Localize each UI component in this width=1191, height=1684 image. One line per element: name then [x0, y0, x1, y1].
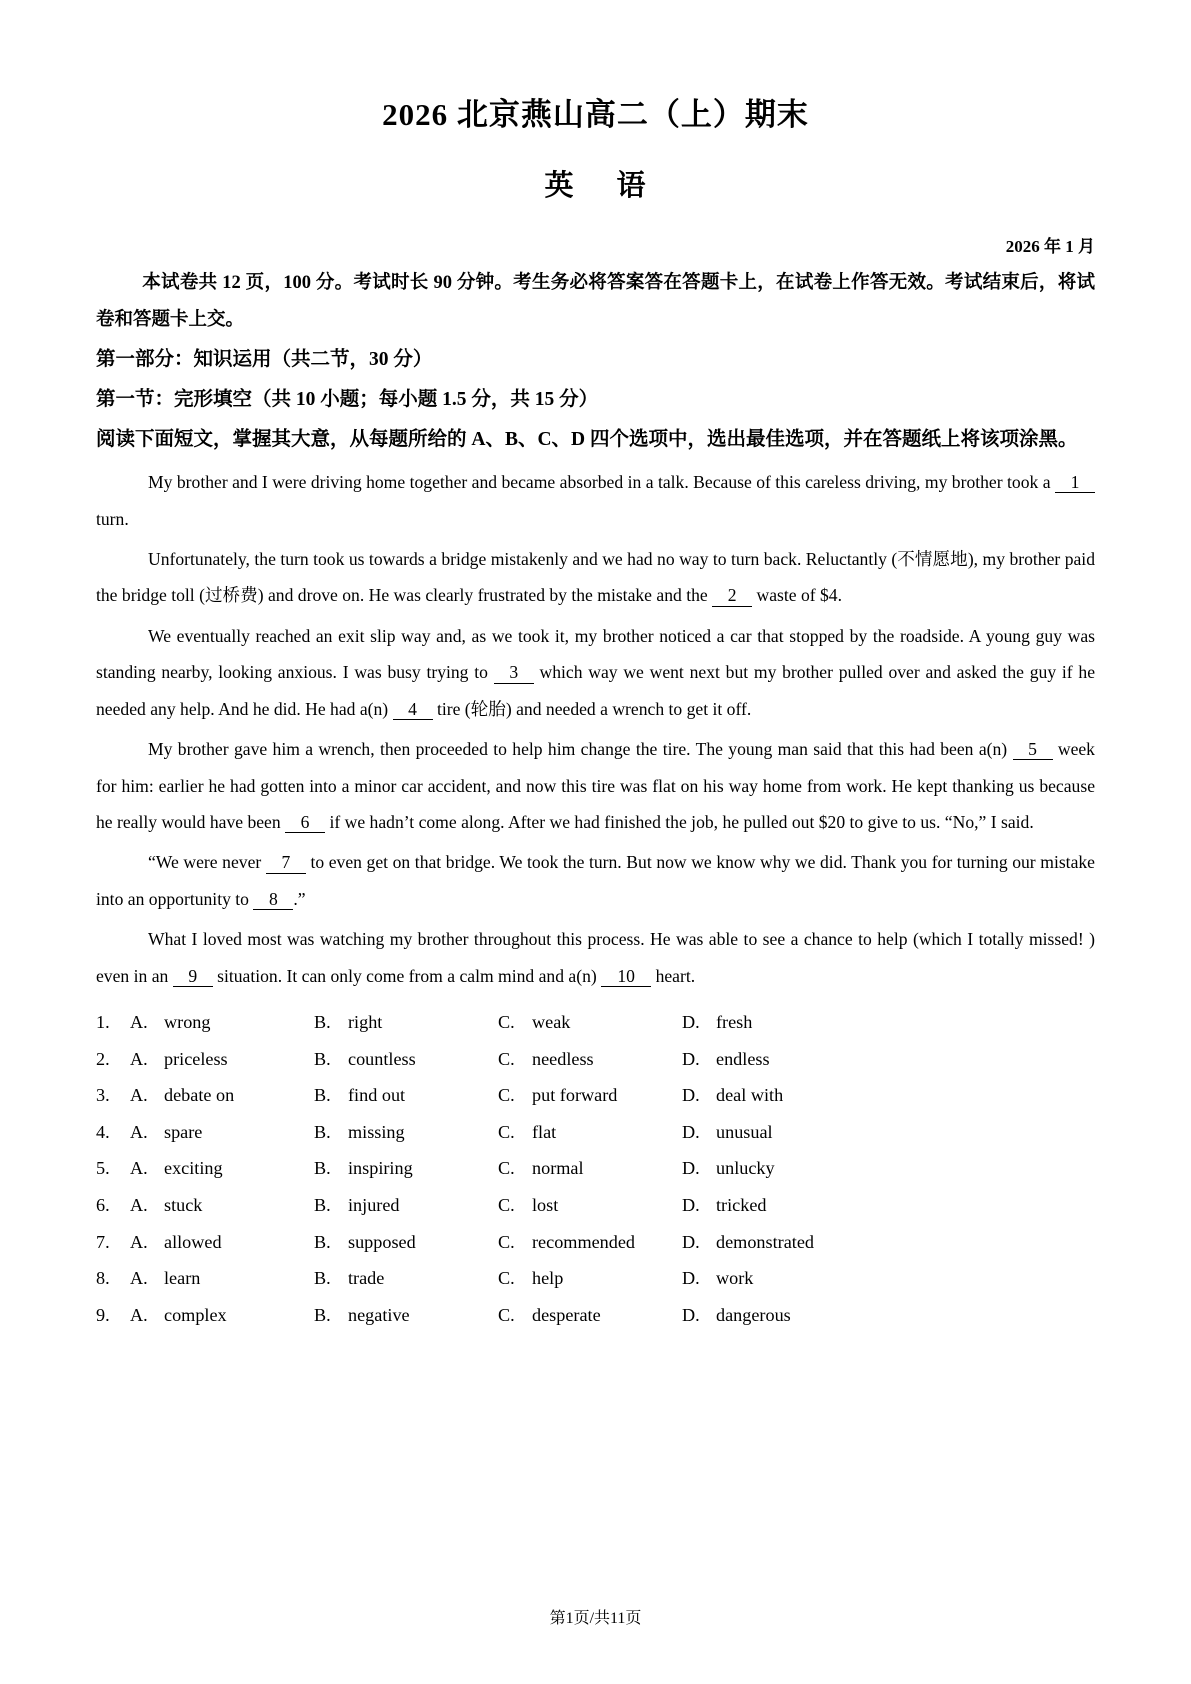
cloze-blank-5: 5	[1013, 739, 1053, 760]
option-d[interactable]	[682, 1086, 866, 1104]
option-letter: C.	[498, 1121, 515, 1142]
option-letter: C.	[498, 1048, 515, 1069]
page-number-label: 第1页/共11页	[549, 1610, 642, 1627]
option-text: injured	[348, 1195, 400, 1216]
question-number: 4.	[96, 1121, 110, 1142]
option-b[interactable]	[314, 1013, 498, 1031]
cloze-blank-10: 10	[601, 966, 651, 987]
option-c[interactable]	[498, 1050, 682, 1068]
passage-text: Unfortunately, the turn took us towards a bridge mistakenly and we had no way to turn back. Reluctantly (不情愿地), my brother paid the bridge toll (过桥费) and drove on. He was clearly frustrated by the mistake and the	[96, 549, 1095, 606]
option-letter: B.	[314, 1304, 331, 1325]
option-letter: A.	[130, 1231, 148, 1252]
question-row	[96, 1260, 1095, 1297]
option-d[interactable]	[682, 1013, 866, 1031]
option-b[interactable]	[314, 1123, 498, 1141]
option-text: allowed	[164, 1231, 222, 1252]
option-letter: C.	[498, 1085, 515, 1106]
question-row	[96, 1004, 1095, 1041]
option-letter: A.	[130, 1268, 148, 1289]
option-text: priceless	[164, 1048, 228, 1069]
option-letter: A.	[130, 1158, 148, 1179]
option-letter: B.	[314, 1158, 331, 1179]
question-number: 2.	[96, 1048, 110, 1069]
option-letter: A.	[130, 1195, 148, 1216]
cloze-blank-1: 1	[1055, 472, 1095, 493]
cloze-blank-3: 3	[494, 662, 534, 683]
option-a[interactable]	[130, 1013, 314, 1031]
option-b[interactable]	[314, 1050, 498, 1068]
option-text: work	[716, 1268, 754, 1289]
passage-text: “We were never	[148, 852, 262, 873]
option-letter: A.	[130, 1012, 148, 1033]
option-text: learn	[164, 1268, 201, 1289]
option-c[interactable]	[498, 1269, 682, 1287]
option-a[interactable]	[130, 1269, 314, 1287]
option-c[interactable]	[498, 1196, 682, 1214]
option-letter: B.	[314, 1231, 331, 1252]
option-letter: B.	[314, 1121, 331, 1142]
option-letter: C.	[498, 1231, 515, 1252]
option-text: countless	[348, 1048, 416, 1069]
question-row	[96, 1297, 1095, 1334]
option-c[interactable]	[498, 1159, 682, 1177]
option-text: help	[532, 1268, 564, 1289]
option-text: normal	[532, 1158, 584, 1179]
option-text: desperate	[532, 1304, 601, 1325]
passage-text: heart.	[655, 965, 696, 986]
option-c[interactable]	[498, 1086, 682, 1104]
question-options-list	[96, 1004, 1095, 1333]
option-text: demonstrated	[716, 1231, 814, 1252]
option-letter: D.	[682, 1268, 700, 1289]
option-text: endless	[716, 1048, 770, 1069]
cloze-blank-7: 7	[266, 852, 306, 873]
option-d[interactable]	[682, 1123, 866, 1141]
passage-text: which way we went next but my brother pulled over and asked the guy if he needed any help. And he did. He had a(n)	[96, 662, 1096, 719]
option-text: flat	[532, 1121, 557, 1142]
option-letter: D.	[682, 1121, 700, 1142]
option-d[interactable]	[682, 1233, 866, 1251]
option-text: unusual	[716, 1121, 773, 1142]
notice-text: 本试卷共 12 页，100 分。考试时长 90 分钟。考生务必将答案答在答题卡上，在试卷上作答无效。考试结束后，将试卷和答题卡上交。	[96, 272, 1095, 331]
option-b[interactable]	[314, 1196, 498, 1214]
option-a[interactable]	[130, 1086, 314, 1104]
option-letter: B.	[314, 1195, 331, 1216]
option-a[interactable]	[130, 1306, 314, 1324]
page-footer	[0, 1605, 1191, 1628]
question-number: 3.	[96, 1085, 110, 1106]
passage-text: tire (轮胎) and needed a wrench to get it off.	[436, 698, 752, 719]
passage-paragraph-5	[96, 844, 1095, 917]
question-row	[96, 1187, 1095, 1224]
option-text: weak	[532, 1012, 571, 1033]
option-text: complex	[164, 1304, 227, 1325]
part-one-heading: 第一部分：知识运用（共二节，30 分）	[96, 349, 433, 371]
option-text: stuck	[164, 1195, 203, 1216]
passage-text: situation. It can only come from a calm mind and a(n)	[217, 965, 597, 986]
option-letter: D.	[682, 1012, 700, 1033]
cloze-blank-9: 9	[173, 966, 213, 987]
option-d[interactable]	[682, 1269, 866, 1287]
passage-text: week for him: earlier he had gotten into a minor car accident, and now this tire was flat on his way home from work. He kept thanking us because he really would have been	[96, 739, 1095, 832]
subject-char-1: 英	[544, 169, 575, 202]
option-text: unlucky	[716, 1158, 775, 1179]
option-text: recommended	[532, 1231, 636, 1252]
subject-title	[96, 163, 1095, 204]
option-c[interactable]	[498, 1123, 682, 1141]
cloze-directions: 阅读下面短文，掌握其大意，从每题所给的 A、B、C、D 四个选项中，选出最佳选项，并在答题纸上将该项涂黑。	[96, 429, 1078, 451]
option-c[interactable]	[498, 1013, 682, 1031]
option-d[interactable]	[682, 1050, 866, 1068]
cloze-blank-4: 4	[393, 699, 433, 720]
option-d[interactable]	[682, 1159, 866, 1177]
passage-text: We eventually reached an exit slip way and, as we took it, my brother noticed a car that stopped by the roadside. A young guy was standing nearby, looking anxious. I was busy trying to	[96, 625, 1095, 683]
option-b[interactable]	[314, 1306, 498, 1324]
option-letter: C.	[498, 1158, 515, 1179]
section-one-heading: 第一节：完形填空（共 10 小题；每小题 1.5 分，共 15 分）	[96, 389, 599, 411]
passage-paragraph-3	[96, 618, 1095, 727]
option-c[interactable]	[498, 1306, 682, 1324]
option-letter: C.	[498, 1195, 515, 1216]
question-number: 6.	[96, 1195, 110, 1216]
option-text: spare	[164, 1121, 203, 1142]
option-letter: B.	[314, 1012, 331, 1033]
option-letter: D.	[682, 1158, 700, 1179]
option-letter: A.	[130, 1121, 148, 1142]
passage-text: if we hadn’t come along. After we had finished the job, he pulled out $20 to give to us. “No,” I said.	[329, 811, 1034, 832]
option-letter: D.	[682, 1048, 700, 1069]
option-b[interactable]	[314, 1086, 498, 1104]
option-text: right	[348, 1012, 383, 1033]
option-letter: B.	[314, 1268, 331, 1289]
option-letter: D.	[682, 1195, 700, 1216]
option-text: supposed	[348, 1231, 416, 1252]
cloze-blank-8: 8	[253, 889, 293, 910]
option-text: deal with	[716, 1085, 784, 1106]
option-a[interactable]	[130, 1050, 314, 1068]
option-d[interactable]	[682, 1306, 866, 1324]
option-a[interactable]	[130, 1159, 314, 1177]
option-a[interactable]	[130, 1233, 314, 1251]
option-text: dangerous	[716, 1304, 791, 1325]
passage-text: to even get on that bridge. We took the turn. But now we know why we did. Thank you for turning our mistake into an opportunity to	[96, 852, 1095, 909]
question-number: 1.	[96, 1012, 110, 1033]
option-text: debate on	[164, 1085, 235, 1106]
option-text: fresh	[716, 1012, 753, 1033]
option-letter: B.	[314, 1085, 331, 1106]
passage-text: turn.	[96, 508, 129, 529]
question-number: 7.	[96, 1231, 110, 1252]
option-a[interactable]	[130, 1196, 314, 1214]
option-letter: D.	[682, 1085, 700, 1106]
question-number: 9.	[96, 1304, 110, 1325]
option-c[interactable]	[498, 1233, 682, 1251]
option-letter: C.	[498, 1268, 515, 1289]
option-letter: B.	[314, 1048, 331, 1069]
cloze-blank-2: 2	[712, 585, 752, 606]
question-row	[96, 1077, 1095, 1114]
passage-paragraph-2	[96, 541, 1095, 614]
option-text: wrong	[164, 1012, 211, 1033]
option-a[interactable]	[130, 1123, 314, 1141]
passage-text: .”	[293, 888, 306, 909]
subject-char-2: 语	[616, 169, 647, 202]
option-d[interactable]	[682, 1196, 866, 1214]
passage-text: What I loved most was watching my brother throughout this process. He was able to see a chance to help (which I totally missed! ) even in an	[96, 929, 1095, 986]
option-text: put forward	[532, 1085, 618, 1106]
question-row	[96, 1223, 1095, 1260]
option-letter: D.	[682, 1231, 700, 1252]
option-text: lost	[532, 1195, 559, 1216]
option-text: needless	[532, 1048, 594, 1069]
passage-text: My brother gave him a wrench, then proceeded to help him change the tire. The young man said that this had been a(n)	[148, 739, 1008, 760]
option-text: find out	[348, 1085, 406, 1106]
exam-notice	[96, 265, 1095, 341]
passage-text: My brother and I were driving home together and became absorbed in a talk. Because of this careless driving, my brother took a	[148, 472, 1051, 493]
exam-date: 2026 年 1 月	[1005, 236, 1095, 256]
question-number: 8.	[96, 1268, 110, 1289]
option-text: missing	[348, 1121, 405, 1142]
passage-text: waste of $4.	[756, 585, 843, 606]
page-title: 2026 北京燕山高二（上）期末	[382, 97, 809, 132]
question-row	[96, 1150, 1095, 1187]
option-letter: A.	[130, 1304, 148, 1325]
option-text: tricked	[716, 1195, 767, 1216]
option-text: exciting	[164, 1158, 223, 1179]
option-letter: A.	[130, 1048, 148, 1069]
option-letter: C.	[498, 1012, 515, 1033]
option-b[interactable]	[314, 1233, 498, 1251]
question-row	[96, 1114, 1095, 1151]
option-letter: A.	[130, 1085, 148, 1106]
option-text: inspiring	[348, 1158, 413, 1179]
option-b[interactable]	[314, 1269, 498, 1287]
question-number: 5.	[96, 1158, 110, 1179]
option-letter: D.	[682, 1304, 700, 1325]
option-text: negative	[348, 1304, 410, 1325]
cloze-blank-6: 6	[285, 812, 325, 833]
option-b[interactable]	[314, 1159, 498, 1177]
question-row	[96, 1041, 1095, 1078]
passage-paragraph-1	[96, 464, 1095, 537]
option-text: trade	[348, 1268, 385, 1289]
option-letter: C.	[498, 1304, 515, 1325]
passage-paragraph-4	[96, 731, 1095, 840]
passage-paragraph-6	[96, 921, 1095, 994]
